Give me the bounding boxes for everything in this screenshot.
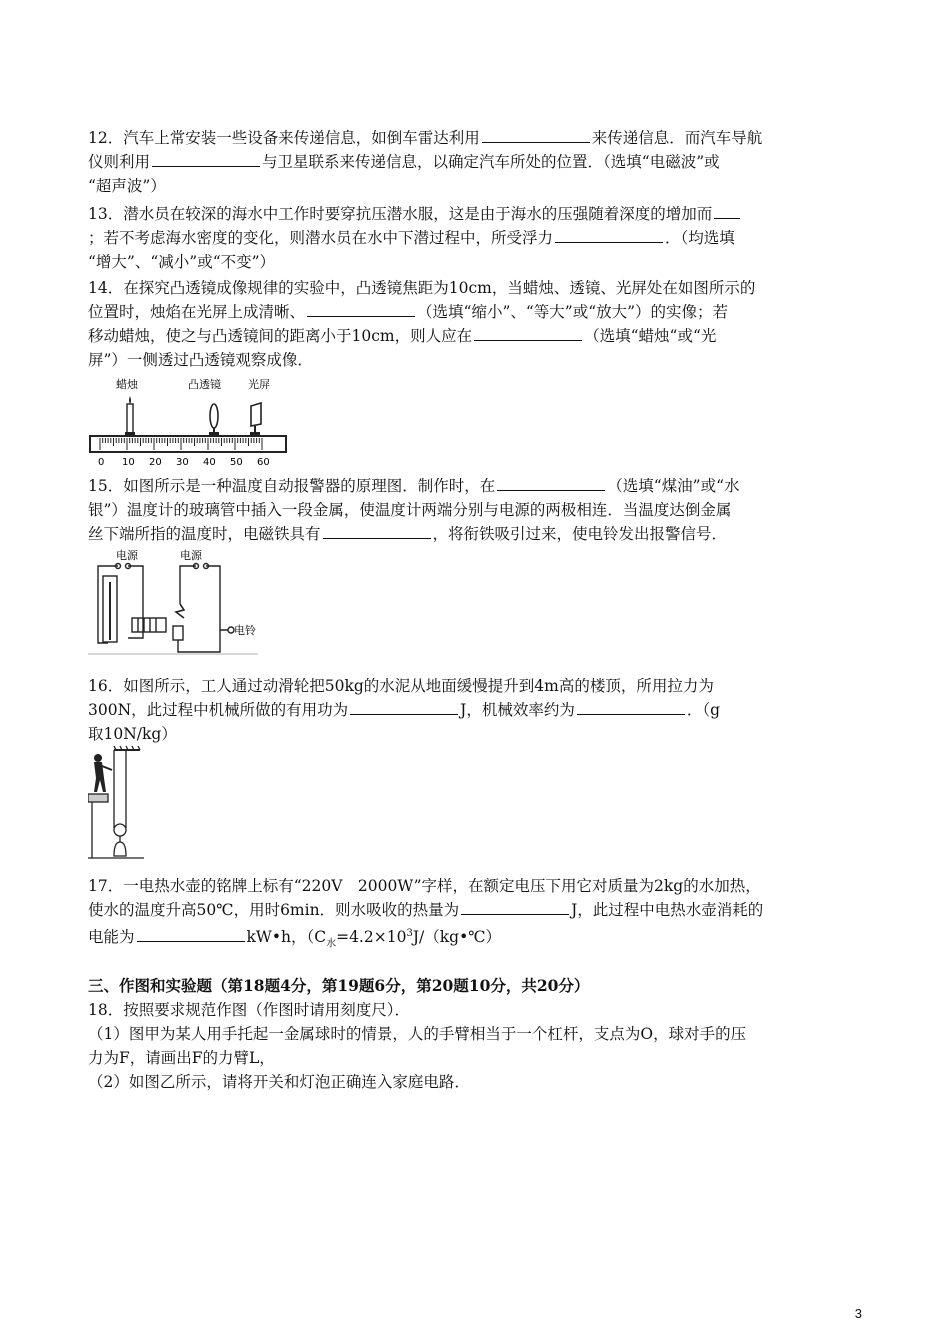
alarm-circuit-figure xyxy=(88,548,258,656)
tick-label: 10 xyxy=(122,457,135,468)
screen-label: 光屏 xyxy=(248,378,270,391)
candle-icon xyxy=(125,396,135,436)
lens-label: 凸透镜 xyxy=(188,378,221,391)
tick-label: 60 xyxy=(257,457,270,468)
pulley-figure xyxy=(88,744,144,860)
answer-blank[interactable] xyxy=(555,226,663,243)
question-12: 12．汽车上常安装一些设备来传递信息，如倒车雷达利用 来传递信息．而汽车导航 仪则利用 与卫星联系来传递信息，以确定汽车所处的位置．（选填“电磁波”或 “超声波”） xyxy=(88,126,878,198)
pulley-icon xyxy=(114,824,126,836)
question-14: 14．在探究凸透镜成像规律的实验中，凸透镜焦距为10cm，当蜡烛、透镜、光屏处在如图所示的 位置时，烛焰在光屏上成清晰、 （选填“缩小”、“等大”或“放大”）的实像；若 移动蜡烛，使之与凸透镜间的距离小于10cm，则人应在 （选填“蜡烛“或“光 屏”）一侧透过凸透镜观察成像． xyxy=(88,279,756,369)
power-label-1: 电源 xyxy=(116,549,138,562)
convex-lens-icon xyxy=(209,404,219,436)
answer-blank[interactable] xyxy=(461,898,569,915)
answer-blank[interactable] xyxy=(137,925,245,942)
question-17: 17．一电热水壶的铭牌上标有“220V 2000W”字样，在额定电压下用它对质量为2kg的水加热， 使水的温度升高50℃，用时6min．则水吸收的热量为 J，此过程中电热水壶消耗的 电能为 kW•h，（$C_水=4.2\times 10^3J/(kg•℃)$ xyxy=(88,877,764,950)
bell-label: 电铃 xyxy=(234,624,256,637)
power-label-2: 电源 xyxy=(180,549,202,562)
answer-blank[interactable] xyxy=(307,300,415,317)
electromagnet-icon xyxy=(132,618,166,632)
question-18: 18．按照要求规范作图（作图时请用刻度尺）． （1）图甲为某人用手托起一金属球时的情景，人的手臂相当于一个杠杆，支点为O，球对手的压 力为F，请画出F的力臂L， （2）如图乙所示，请将开关和灯泡正确连入家庭电路． xyxy=(88,1001,747,1091)
question-16: 16．如图所示，工人通过动滑轮把50kg的水泥从地面缓慢提升到4m高的楼顶，所用拉力为 300N，此过程中机械所做的有用功为 J，机械效率约为 ．（g 取10N/kg） xyxy=(88,677,721,743)
tick-label: 50 xyxy=(230,457,243,468)
tick-label: 0 xyxy=(98,457,105,468)
answer-blank[interactable] xyxy=(152,150,260,167)
cement-bag-icon xyxy=(114,842,126,856)
candle-label: 蜡烛 xyxy=(116,378,138,391)
tick-label: 30 xyxy=(176,457,189,468)
worker-icon xyxy=(94,754,112,792)
answer-blank[interactable] xyxy=(497,474,605,491)
answer-blank[interactable] xyxy=(323,522,431,539)
tick-label: 20 xyxy=(149,457,162,468)
answer-blank[interactable] xyxy=(350,698,458,715)
screen-icon xyxy=(250,403,261,436)
armature-icon xyxy=(173,626,183,640)
rail-scale-labels xyxy=(98,457,270,468)
answer-blank[interactable] xyxy=(474,324,582,341)
question-13: 13．潜水员在较深的海水中工作时要穿抗压潜水服，这是由于海水的压强随着深度的增加而 ；若不考虑海水密度的变化，则潜水员在水中下潜过程中，所受浮力 ．（均选填 “增大”、“减小”或“不变”） xyxy=(88,202,878,274)
answer-blank[interactable] xyxy=(482,126,590,143)
section-heading: 三、作图和实验题（第18题4分，第19题6分，第20题10分，共20分） xyxy=(88,976,590,995)
answer-blank[interactable] xyxy=(577,698,685,715)
question-15: 15．如图所示是一种温度自动报警器的原理图．制作时，在 （选填“煤油”或“水 银”）温度计的玻璃管中插入一段金属，使温度计两端分别与电源的两极相连．当温度达倒金属 丝下端所指的温度时，电磁铁具有 ，将衔铁吸引过来，使电铃发出报警信号． xyxy=(88,474,878,546)
page-number: 3 xyxy=(854,1306,862,1321)
answer-blank[interactable] xyxy=(714,202,740,219)
tick-label: 40 xyxy=(203,457,216,468)
optical-bench-figure xyxy=(88,376,288,470)
